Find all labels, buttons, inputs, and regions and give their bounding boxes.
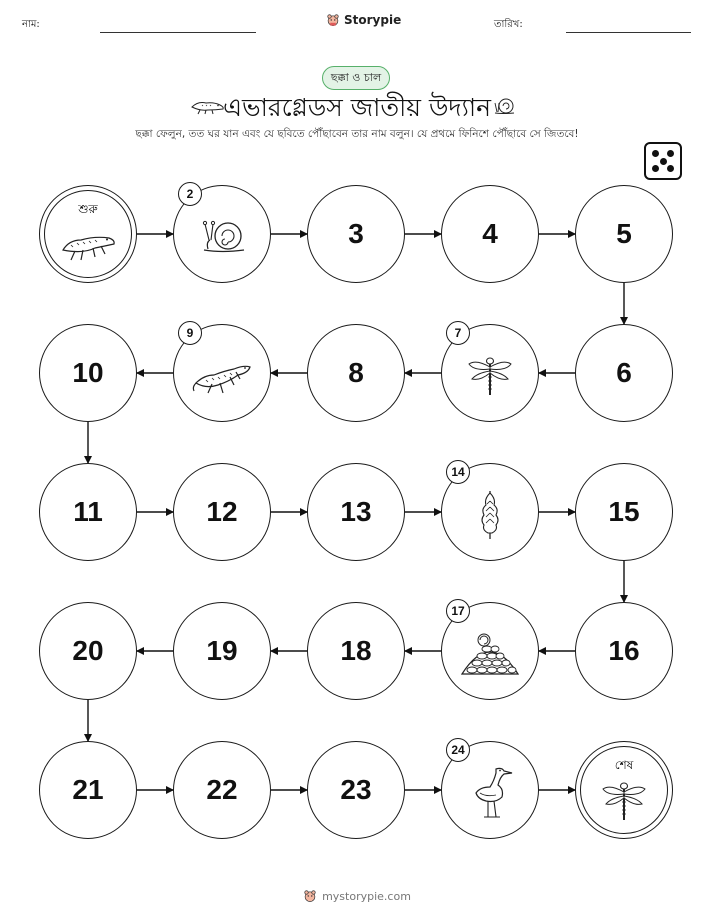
- cell-number: 13: [340, 496, 372, 527]
- cell-number: 15: [608, 496, 640, 527]
- cell-number: 23: [340, 774, 372, 805]
- cell-number-badge: 14: [446, 460, 470, 484]
- date-label: তারিখ:: [494, 19, 523, 30]
- cell-number: 20: [72, 635, 104, 666]
- shell-mound-icon: [458, 628, 522, 682]
- board-cell-13: [307, 463, 405, 561]
- board-cell-19: [173, 602, 271, 700]
- mascot-icon: [303, 889, 317, 903]
- dragonfly-icon: [466, 351, 514, 403]
- board-cell-15: [575, 463, 673, 561]
- board-cell-21: [39, 741, 137, 839]
- lizard-icon: [190, 353, 254, 401]
- game-type-badge: ছক্কা ও চাল: [322, 66, 390, 90]
- board-cell-14: [441, 463, 539, 561]
- cell-number: 22: [206, 774, 238, 805]
- brand-logo: [326, 13, 401, 27]
- board-cell-23: [307, 741, 405, 839]
- board-cell-24: [441, 741, 539, 839]
- cell-number: 4: [482, 218, 498, 249]
- board-cell-7: [441, 324, 539, 422]
- board-cell-3: [307, 185, 405, 283]
- name-field[interactable]: [100, 32, 256, 33]
- board-cell-8: [307, 324, 405, 422]
- cell-number-badge: 2: [178, 182, 202, 206]
- page-title: এভারগ্লেডস জাতীয় উদ্যান: [222, 93, 491, 122]
- footer-url: mystorypie.com: [322, 889, 411, 903]
- board-cell-22: [173, 741, 271, 839]
- alligator-icon: [190, 95, 226, 117]
- start-label: শুরু: [78, 202, 98, 216]
- cell-number: 11: [73, 496, 103, 527]
- cell-number: 12: [206, 496, 238, 527]
- name-label: নাম:: [22, 19, 40, 30]
- cell-number: 8: [348, 357, 364, 388]
- board-cell-4: [441, 185, 539, 283]
- board-cell-16: [575, 602, 673, 700]
- snail-icon: [492, 94, 518, 116]
- board-cell-20: [39, 602, 137, 700]
- sawgrass-icon: [475, 487, 505, 545]
- cell-number-badge: 7: [446, 321, 470, 345]
- footer: [0, 889, 714, 903]
- instructions: ছক্কা ফেলুন, তত ঘর যান এবং যে ছবিতে পৌঁছাবেন তার নাম বলুন। যে প্রথমে ফিনিশে পৌঁছাবে সে জিতবে!: [135, 128, 579, 140]
- board-cell-18: [307, 602, 405, 700]
- cell-number: 16: [608, 635, 640, 666]
- cell-number-badge: 17: [446, 599, 470, 623]
- brand-name: Storypie: [344, 13, 402, 27]
- cell-number: 18: [340, 635, 372, 666]
- cell-number: 6: [616, 357, 632, 388]
- heron-icon: [466, 763, 514, 825]
- snail-icon: [196, 216, 248, 260]
- dragonfly-icon: [600, 776, 648, 828]
- cell-number: 3: [348, 218, 364, 249]
- board-cell-2: [173, 185, 271, 283]
- cell-number: 21: [72, 774, 104, 805]
- cell-number: 19: [206, 635, 238, 666]
- alligator-icon: [59, 224, 117, 268]
- finish-cell: [575, 741, 673, 839]
- board-cell-11: [39, 463, 137, 561]
- board-cell-5: [575, 185, 673, 283]
- board-cell-17: [441, 602, 539, 700]
- mascot-icon: [326, 13, 340, 27]
- cell-number-badge: 24: [446, 738, 470, 762]
- board-cell-6: [575, 324, 673, 422]
- cell-number-badge: 9: [178, 321, 202, 345]
- start-cell: [39, 185, 137, 283]
- finish-label: শেষ: [614, 758, 634, 772]
- date-field[interactable]: [566, 32, 691, 33]
- cell-number: 10: [72, 357, 104, 388]
- cell-number: 5: [616, 218, 632, 249]
- board-cell-12: [173, 463, 271, 561]
- dice-five-icon: [644, 142, 682, 180]
- board-cell-10: [39, 324, 137, 422]
- board-cell-9: [173, 324, 271, 422]
